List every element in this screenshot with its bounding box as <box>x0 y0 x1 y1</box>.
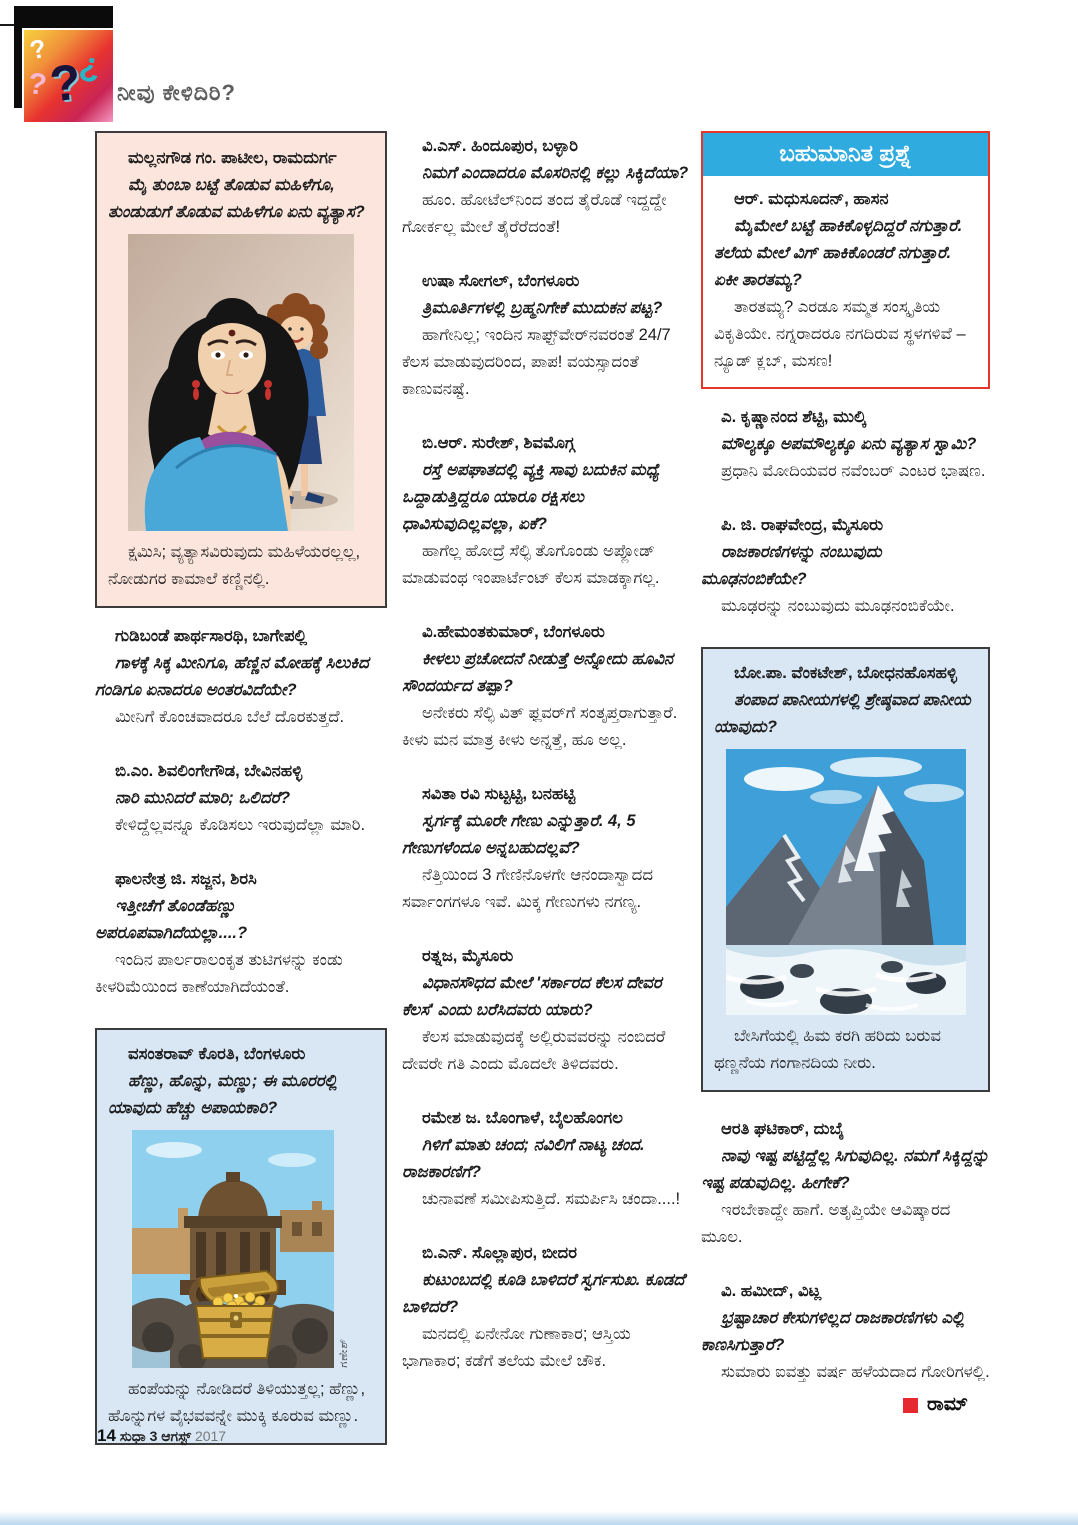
page-title: ನೀವು ಕೇಳಿದಿರಿ? <box>117 80 236 105</box>
question-marks-logo <box>22 28 115 124</box>
qa-author: ಪಿ. ಜಿ. ರಾಘವೇಂದ್ರ, ಮೈಸೂರು <box>721 516 884 534</box>
qa-answer: ಹಾಗೆಲ್ಲ ಹೋದ್ರೆ ಸೆಲ್ಫಿ ತೊಗೊಂಡು ಅಪ್ಲೋಡ್ ಮಾಡುವಂಥ ಇಂಪಾರ್ಟೆಂಟ್ ಕೆಲಸ ಮಾಡಕ್ಕಾಗಲ್ಲ. <box>402 542 660 587</box>
qa-question: ಗಾಳಕ್ಕೆ ಸಿಕ್ಕ ಮೀನಿಗೂ, ಹೆಣ್ಣಿನ ಮೋಹಕ್ಕೆ ಸಿಲುಕಿದ ಗಂಡಿಗೂ ಏನಾದರೂ ಅಂತರವಿದೆಯೇ? <box>95 654 369 699</box>
hampi-chariot-treasure-image <box>132 1130 334 1368</box>
page-number: 14 <box>97 1426 116 1445</box>
issue-year: 2017 <box>194 1428 227 1444</box>
qa-question: ತಂಪಾದ ಪಾನೀಯಗಳಲ್ಲಿ ಶ್ರೇಷ್ಠವಾದ ಪಾನೀಯ ಯಾವುದು? <box>714 691 971 736</box>
question-mark-icon: ? <box>47 53 84 113</box>
qa-item <box>701 512 990 620</box>
columnist-signature <box>903 1394 968 1416</box>
qa-item <box>95 623 387 731</box>
qa-answer: ಅನೇಕರು ಸೆಲ್ಫಿ ವಿತ್ ಫ್ಲವರ್‌ಗೆ ಸಂತೃಪ್ತರಾಗುತ್ತಾರೆ. ಕೀಳು ಮನ ಮಾತ್ರ ಕೀಳು ಅನ್ನತ್ತೆ, ಹೂ ಅಲ್ಲ. <box>402 704 678 749</box>
inverted-question-mark-icon: ¿ <box>76 44 104 86</box>
qa-question: ಮೈಮೇಲೆ ಬಟ್ಟೆ ಹಾಕಿಕೊಳ್ಳದಿದ್ದರೆ ನಗುತ್ತಾರೆ. ತಲೆಯ ಮೇಲೆ ವಿಗ್ ಹಾಕಿಕೊಂಡರೆ ನಗುತ್ತಾರೆ. ಏಕೀ ತಾರತಮ್ಯ? <box>714 217 963 289</box>
qa-question: ಇತ್ತೀಚೆಗೆ ತೊಂಡೆಹಣ್ಣು ಅಪರೂಪವಾಗಿದೆಯಲ್ಲಾ....? <box>95 897 248 942</box>
qa-author: ಆರತಿ ಘಟಿಕಾರ್, ದುಬೈ <box>721 1120 845 1138</box>
qa-author: ಬಿ.ಎನ್. ಸೊಲ್ಲಾಪುರ, ಬೀದರ <box>422 1244 577 1262</box>
qa-item <box>701 1116 990 1251</box>
two-women-illustration <box>128 234 354 531</box>
qa-item <box>402 133 692 241</box>
qa-question: ತ್ರಿಮೂರ್ತಿಗಳಲ್ಲಿ ಬ್ರಹ್ಮನಿಗೇಕೆ ಮುದುಕನ ಪಟ್ಟ? <box>422 299 663 317</box>
qa-answer: ಚುನಾವಣೆ ಸಮೀಪಿಸುತ್ತಿದೆ. ಸಮರ್ಪಿಸಿ ಚಂದಾ....! <box>422 1190 681 1208</box>
mountain-river-image <box>726 749 966 1015</box>
qa-question: ನಿಮಗೆ ಎಂದಾದರೂ ಮೊಸರಿನಲ್ಲಿ ಕಲ್ಲು ಸಿಕ್ಕಿದೆಯಾ? <box>422 164 689 182</box>
prize-question-box <box>701 131 990 389</box>
qa-answer: ಇರಬೇಕಾದ್ದೇ ಹಾಗೆ. ಅತೃಪ್ತಿಯೇ ಆವಿಷ್ಕಾರದ ಮೂಲ. <box>701 1201 951 1246</box>
qa-item <box>402 619 692 754</box>
qa-question: ಮೈ ತುಂಬಾ ಬಟ್ಟೆ ತೊಡುವ ಮಹಿಳೆಗೂ, ತುಂಡುಡುಗೆ ತೊಡುವ ಮಹಿಳೆಗೂ ಏನು ವ್ಯತ್ಯಾಸ? <box>108 176 365 221</box>
qa-author: ಫಾಲನೇತ್ರ ಜಿ. ಸಜ್ಜನ, ಶಿರಸಿ <box>115 870 257 888</box>
qa-question: ಹೆಣ್ಣು, ಹೊನ್ನು, ಮಣ್ಣು; ಈ ಮೂರರಲ್ಲಿ ಯಾವುದು ಹೆಚ್ಚು ಅಪಾಯಕಾರಿ? <box>108 1072 338 1117</box>
qa-author: ರತ್ನಜ, ಮೈಸೂರು <box>422 947 514 965</box>
columnist-name: ರಾಮ್ <box>927 1394 968 1415</box>
qa-answer: ಹೂಂ. ಹೋಟೆಲ್‌ನಿಂದ ತಂದ ತೈರೊಡೆ ಇದ್ದದ್ದೇ ಗೋರ್ಕಲ್ಲ ಮೇಲೆ ತೈರೆರೆದಂತೆ! <box>402 191 667 236</box>
magazine-name: ಸುಧಾ <box>119 1428 146 1444</box>
question-mark-icon: ? <box>25 66 49 103</box>
qa-author: ಉಷಾ ಸೋಗಲ್, ಬೆಂಗಳೂರು <box>422 272 580 290</box>
qa-item <box>95 758 387 839</box>
qa-author: ಗುಡಿಬಂಡೆ ಪಾರ್ಥಸಾರಥಿ, ಬಾಗೇಪಲ್ಲಿ <box>115 627 308 645</box>
question-mark-icon: ? <box>27 32 49 66</box>
qa-author: ವಸಂತರಾವ್ ಕೊರತಿ, ಬೆಂಗಳೂರು <box>128 1045 306 1063</box>
qa-item <box>402 943 692 1078</box>
right-column <box>701 131 990 1413</box>
qa-question: ನಾರಿ ಮುನಿದರೆ ಮಾರಿ; ಒಲಿದರೆ? <box>115 789 291 807</box>
qa-author: ರಮೇಶ ಜ. ಬೊಂಗಾಳೆ, ಬೈಲಹೊಂಗಲ <box>422 1109 623 1127</box>
qa-answer: ನೆತ್ತಿಯಿಂದ 3 ಗೇಣಿನೊಳಗೇ ಆನಂದಾಸ್ವಾದದ ಸರ್ವಾಂಗಗಳೂ ಇವೆ. ಮಿಕ್ಕ ಗೇಣುಗಳು ನಗಣ್ಯ. <box>402 866 653 911</box>
qa-author: ಸವಿತಾ ರವಿ ಸುಟ್ಟಟ್ಟಿ, ಬನಹಟ್ಟಿ <box>422 785 576 803</box>
qa-item <box>701 404 990 485</box>
qa-item <box>402 268 692 403</box>
qa-author: ಆರ್. ಮಧುಸೂದನ್, ಹಾಸನ <box>734 190 889 208</box>
issue-date: 3 ಆಗಸ್ಟ್ <box>149 1428 192 1444</box>
featured-qa-pink-box <box>95 131 387 608</box>
qa-answer: ಪ್ರಧಾನಿ ಮೋದಿಯವರ ನವೆಂಬರ್ ಎಂಟರ ಭಾಷಣ. <box>721 462 986 480</box>
image-caption: ಬೇಸಿಗೆಯಲ್ಲಿ ಹಿಮ ಕರಗಿ ಹರಿದು ಬರುವ ಥಣ್ಣನೆಯ ಗಂಗಾನದಿಯ ನೀರು. <box>714 1027 941 1072</box>
qa-answer: ಹಾಗೇನಿಲ್ಲ; ಇಂದಿನ ಸಾಫ್ಟ್‌ವೇರ್‌ನವರಂತೆ 24/7 ಕೆಲಸ ಮಾಡುವುದರಿಂದ, ಪಾಪ! ವಯಸ್ಸಾದಂತೆ ಕಾಣುವನಷ್ಟೆ. <box>402 326 671 398</box>
qa-answer: ಇಂದಿನ ಪಾರ್ಲರಾಲಂಕೃತ ತುಟಿಗಳನ್ನು ಕಂಡು ಕೀಳರಿಮೆಯಿಂದ ಕಾಣೆಯಾಗಿದೆಯಂತೆ. <box>95 951 343 996</box>
qa-answer: ಸುಮಾರು ಐವತ್ತು ವರ್ಷ ಹಳೆಯದಾದ ಗೋರಿಗಳಲ್ಲಿ. <box>721 1363 990 1381</box>
qa-question: ರಸ್ತೆ ಅಪಘಾತದಲ್ಲಿ ವ್ಯಕ್ತಿ ಸಾವು ಬದುಕಿನ ಮಧ್ಯೆ ಒದ್ದಾಡುತ್ತಿದ್ದರೂ ಯಾರೂ ರಕ್ಷಿಸಲು ಧಾವಿಸುವುದಿಲ್ಲವಲ್ಲಾ, ಏಕೆ? <box>402 461 660 533</box>
qa-author: ಬಿ.ಆರ್. ಸುರೇಶ್, ಶಿವಮೊಗ್ಗ <box>422 434 575 452</box>
qa-answer: ಕ್ಷಮಿಸಿ; ವ್ಯತ್ಯಾಸವಿರುವುದು ಮಹಿಳೆಯರಲ್ಲಲ್ಲ, ನೋಡುಗರ ಕಾಮಾಲೆ ಕಣ್ಣಿನಲ್ಲಿ. <box>108 543 361 588</box>
qa-question: ರಾಜಕಾರಣಿಗಳನ್ನು ನಂಬುವುದು ಮೂಢನಂಬಿಕೆಯೇ? <box>701 543 882 588</box>
qa-question: ಮೌಲ್ಯಕ್ಕೂ ಅಪಮೌಲ್ಯಕ್ಕೂ ಏನು ವ್ಯತ್ಯಾಸ ಸ್ವಾಮಿ? <box>721 435 977 453</box>
qa-question: ಕೀಳಲು ಪ್ರಚೋದನೆ ನೀಡುತ್ತೆ ಅನ್ನೋದು ಹೂವಿನ ಸೌಂದರ್ಯದ ತಪ್ಪಾ? <box>402 650 674 695</box>
qa-author: ವಿ.ಎಸ್. ಹಿಂದೂಪುರ, ಬಳ್ಳಾರಿ <box>422 137 578 155</box>
qa-question: ಭ್ರಷ್ಟಾಚಾರ ಕೇಸುಗಳಿಲ್ಲದ ರಾಜಕಾರಣಿಗಳು ಎಲ್ಲಿ ಕಾಣಸಿಗುತ್ತಾರೆ? <box>701 1309 965 1354</box>
qa-answer: ಕೇಳಿದ್ದೆಲ್ಲವನ್ನೂ ಕೊಡಿಸಲು ಇರುವುದೆಲ್ಲಾ ಮಾರಿ. <box>115 816 366 834</box>
qa-question: ಕುಟುಂಬದಲ್ಲಿ ಕೂಡಿ ಬಾಳಿದರೆ ಸ್ವರ್ಗಸುಖ. ಕೂಡದೆ ಬಾಳಿದರೆ? <box>402 1271 685 1316</box>
image-credit: ಗಣೇಶ್ <box>338 1338 350 1368</box>
qa-author: ಎ. ಕೃಷ್ಣಾನಂದ ಶೆಟ್ಟಿ, ಮುಲ್ಕಿ <box>721 408 867 426</box>
qa-author: ಮಲ್ಲನಗೌಡ ಗಂ. ಪಾಟೀಲ, ರಾಮದುರ್ಗ <box>128 149 337 167</box>
left-column <box>95 131 387 1445</box>
qa-question: ಸ್ವರ್ಗಕ್ಕೆ ಮೂರೇ ಗೇಣು ಎನ್ನುತ್ತಾರೆ. 4, 5 ಗೇಣುಗಳೆಂದೂ ಅನ್ನಬಹುದಲ್ಲವೆ? <box>402 812 636 857</box>
qa-item <box>402 1240 692 1375</box>
drink-qa-blue-box <box>701 647 990 1092</box>
qa-item <box>95 866 387 1001</box>
qa-author: ವಿ. ಹಮೀದ್, ವಿಟ್ಲ <box>721 1282 822 1300</box>
qa-answer: ಮನದಲ್ಲಿ ಏನೇನೋ ಗುಣಾಕಾರ; ಆಸ್ತಿಯ ಭಾಗಾಕಾರ; ಕಡೆಗೆ ತಲೆಯ ಮೇಲೆ ಚೌಕ. <box>402 1325 631 1370</box>
qa-answer: ಮೀನಿಗೆ ಕೊಂಚವಾದರೂ ಬೆಲೆ ದೊರಕುತ್ತದೆ. <box>115 708 345 726</box>
qa-answer: ಹಂಪೆಯನ್ನು ನೋಡಿದರೆ ತಿಳಿಯುತ್ತಲ್ಲ; ಹೆಣ್ಣು, ಹೊನ್ನುಗಳ ವೈಭವವನ್ನೇ ಮುಕ್ಕಿ ಕೂರುವ ಮಣ್ಣು. <box>108 1380 366 1425</box>
qa-answer: ಕೆಲಸ ಮಾಡುವುದಕ್ಕೆ ಅಲ್ಲಿರುವವರನ್ನು ನಂಬಿದರೆ ದೇವರೇ ಗತಿ ಎಂದು ಮೊದಲೇ ತಿಳಿದವರು. <box>402 1028 666 1073</box>
middle-column <box>402 133 692 1402</box>
qa-answer: ತಾರತಮ್ಯ? ಎರಡೂ ಸಮ್ಮತ ಸಂಸ್ಕೃತಿಯ ವಿಕೃತಿಯೇ. ನಗ್ನರಾದರೂ ನಗದಿರುವ ಸ್ಥಳಗಳಿವೆ – ನ್ಯೂಡ್ ಕ್ಲಬ್, ಮಸಣ! <box>714 298 966 370</box>
page-bottom-edge <box>0 1511 1078 1525</box>
qa-item <box>402 781 692 916</box>
qa-author: ಬಿ.ಎಂ. ಶಿವಲಿಂಗೇಗೌಡ, ಬೇವಿನಹಳ್ಳಿ <box>115 762 303 780</box>
qa-author: ವಿ.ಹೇಮಂತಕುಮಾರ್, ಬೆಂಗಳೂರು <box>422 623 605 641</box>
qa-author: ಬೋ.ಪಾ. ವೆಂಕಟೇಶ್, ಬೋಧನಹೊಸಹಳ್ಳಿ <box>734 664 958 682</box>
qa-question: ನಾವು ಇಷ್ಟ ಪಟ್ಟಿದ್ದೆಲ್ಲ ಸಿಗುವುದಿಲ್ಲ. ನಮಗೆ ಸಿಕ್ಕಿದ್ದನ್ನು ಇಷ್ಟ ಪಡುವುದಿಲ್ಲ. ಹೀಗೇಕೆ? <box>701 1147 990 1192</box>
footer-issue-info <box>97 1426 226 1446</box>
qa-question: ಗಿಳಿಗೆ ಮಾತು ಚಂದ; ನವಿಲಿಗೆ ನಾಟ್ಯ ಚಂದ. ರಾಜಕಾರಣಿಗೆ? <box>402 1136 645 1181</box>
qa-item <box>402 430 692 592</box>
qa-question: ವಿಧಾನಸೌಧದ ಮೇಲೆ 'ಸರ್ಕಾರದ ಕೆಲಸ ದೇವರ ಕೆಲಸ' ಎಂದು ಬರೆಸಿದವರು ಯಾರು? <box>402 974 662 1019</box>
qa-item <box>402 1105 692 1213</box>
qa-item <box>701 1278 990 1386</box>
qa-answer: ಮೂಢರನ್ನು ನಂಬುವುದು ಮೂಢನಂಬಿಕೆಯೇ. <box>721 597 955 615</box>
prize-box-title: ಬಹುಮಾನಿತ ಪ್ರಶ್ನೆ <box>703 133 988 176</box>
hampi-qa-blue-box <box>95 1028 387 1445</box>
red-square-icon <box>903 1398 918 1413</box>
